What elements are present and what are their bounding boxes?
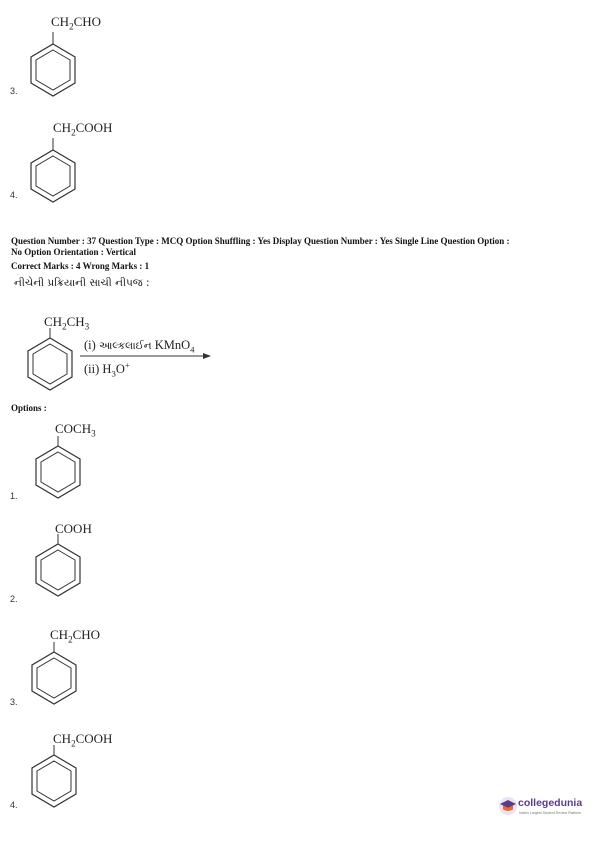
substituent-label: $CH_2COOH$ (53, 731, 113, 749)
option-number: 4. (10, 190, 18, 200)
option-number: 2. (10, 594, 18, 604)
reaction-arrow (80, 352, 215, 360)
question-meta-line-2: No Option Orientation : Vertical (11, 247, 136, 257)
marks-line: Correct Marks : 4 Wrong Marks : 1 (11, 261, 150, 271)
question-meta-line-1: Question Number : 37 Question Type : MCQ Option Shuffling : Yes Display Question Number : Yes Single Line Question Option : (11, 236, 510, 246)
benzene-ring (25, 136, 85, 206)
option-number: 3. (10, 697, 18, 707)
option-number: 3. (10, 86, 18, 96)
reactant-benzene-ring (22, 320, 82, 390)
benzene-ring (25, 30, 85, 100)
benzene-ring (26, 642, 86, 712)
substituent-label: $COCH_3$ (55, 421, 96, 439)
substituent-label: $CH_2COOH$ (53, 120, 113, 138)
question-text: નીચેની પ્રક્રિયાની સાચી નીપજ : (14, 277, 150, 289)
benzene-ring (30, 436, 90, 506)
option-number: 4. (10, 800, 18, 810)
logo-tagline: India's Largest Student Review Platform (519, 811, 582, 815)
graduation-cap-icon (498, 796, 518, 816)
options-label: Options : (11, 403, 47, 413)
collegedunia-logo (498, 794, 593, 822)
logo-name: collegedunia (518, 797, 583, 809)
substituent-label: COOH (55, 521, 92, 536)
reaction-condition-1: (i) આલ્કલાઈન KMnO$_4$ (84, 338, 195, 355)
substituent-label: $CH_2CHO$ (51, 14, 102, 32)
substituent-label: $CH_2CHO$ (50, 627, 101, 645)
option-number: 1. (10, 491, 18, 501)
benzene-ring (30, 534, 90, 604)
benzene-ring (26, 745, 86, 815)
reactant-label: $CH_2CH_3$ (44, 314, 90, 332)
reaction-condition-2: (ii) $H_3O^+$ (84, 360, 130, 379)
